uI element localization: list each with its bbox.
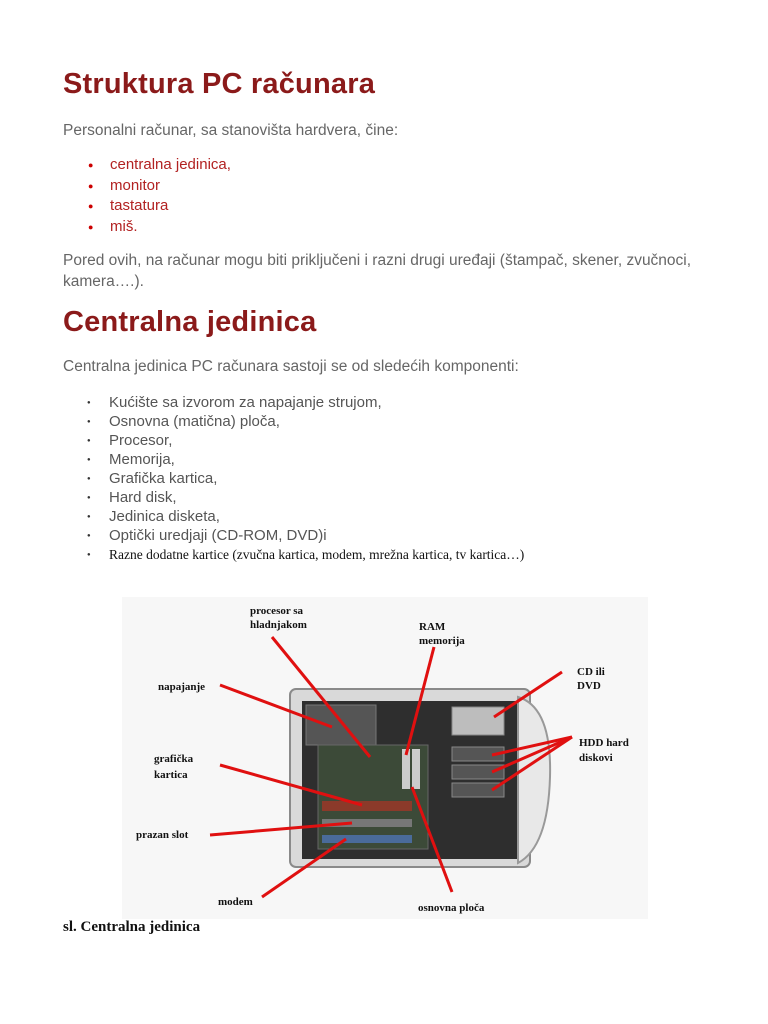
figure-caption: sl. Centralna jedinica [63,919,201,935]
main-parts-list [110,155,231,237]
graphics-card [322,801,412,811]
extra-devices-paragraph: Pored ovih, na računar mogu biti priključeni i razni drugi uređaji (štampač, skener, zvučnoci, kamera….). [63,252,692,290]
list-item: ● tastatura [110,196,231,217]
hard-disk [452,783,504,797]
list-item: ● Osnovna (matična) ploča, [109,412,524,431]
page-title: Struktura PC računara [63,68,376,100]
central-intro-paragraph: Centralna jedinica PC računara sastoji se od sledećih komponenti: [63,358,519,375]
label-power: napajanje [158,681,206,693]
front-bezel [518,697,550,863]
label-slot: prazan slot [136,829,189,841]
list-item: ● Procesor, [109,431,524,450]
pc-case-illustration [122,597,648,919]
power-supply [306,705,376,745]
list-item: ● Razne dodatne kartice (zvučna kartica, modem, mrežna kartica, tv kartica…) [109,545,524,564]
list-item: ● Jedinica disketa, [109,507,524,526]
intro-paragraph: Personalni računar, sa stanovišta hardvera, čine: [63,122,399,139]
list-item: ● Hard disk, [109,488,524,507]
label-gpu: kartica [154,769,188,781]
ram-slot [412,749,420,789]
list-item: ● Grafička kartica, [109,469,524,488]
components-list [109,393,524,564]
list-item: ● Kućište sa izvorom za napajanje strujom, [109,393,524,412]
hard-disk [452,765,504,779]
label-mobo: osnovna ploča [418,902,485,914]
label-cd: CD ili [577,666,605,678]
label-processor: hladnjakom [250,619,307,631]
list-item: ● Optički uredjaji (CD-ROM, DVD)i [109,526,524,545]
label-hdd: diskovi [579,752,613,764]
optical-drive [452,707,504,735]
label-modem: modem [218,896,253,908]
label-gpu: grafička [154,753,194,765]
label-cd: DVD [577,680,601,692]
label-ram: RAM [419,621,446,633]
list-item: ● Memorija, [109,450,524,469]
pc-case-diagram [122,597,648,919]
label-ram: memorija [419,635,465,647]
list-item: ● monitor [110,176,231,197]
modem-card [322,835,412,843]
list-item: ● centralna jedinica, [110,155,231,176]
list-item: ● miš. [110,217,231,238]
section-heading: Centralna jedinica [63,306,317,338]
label-hdd: HDD hard [579,737,629,749]
label-processor: procesor sa [250,605,304,617]
